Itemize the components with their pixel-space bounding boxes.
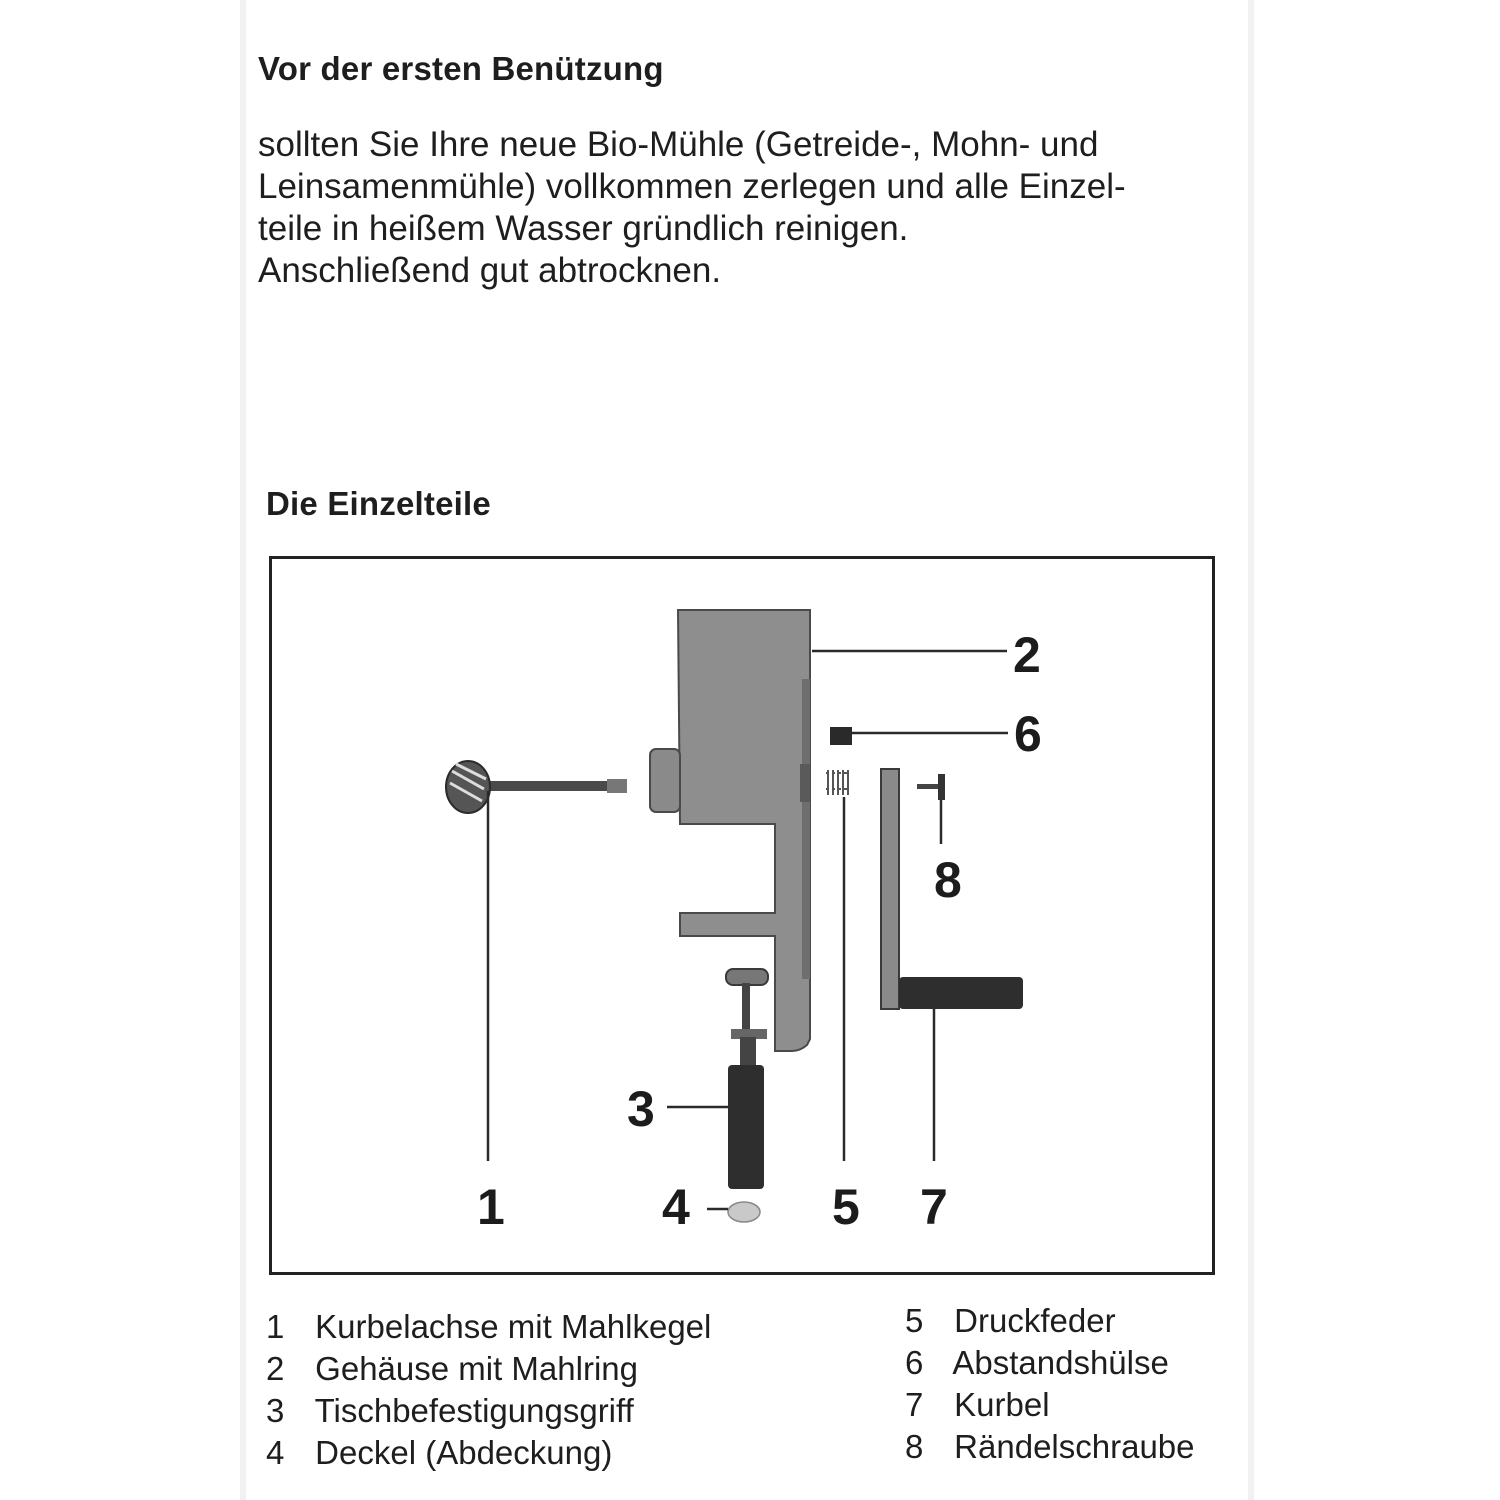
callout-5: 5 (832, 1179, 860, 1235)
legend-item (266, 1306, 711, 1348)
legend-number: 2 (266, 1350, 285, 1387)
legend-label: Druckfeder (954, 1302, 1116, 1339)
parts-legend-left (266, 1306, 711, 1474)
legend-number: 6 (905, 1344, 924, 1381)
paragraph-line: sollten Sie Ihre neue Bio-Mühle (Getreide-, Mohn- und (258, 125, 1099, 164)
callout-3: 3 (627, 1081, 655, 1137)
callout-1: 1 (477, 1179, 505, 1235)
pressure-spring (826, 770, 850, 795)
legend-label: Kurbel (954, 1386, 1050, 1423)
callout-2: 2 (1013, 627, 1041, 683)
legend-item (905, 1426, 1195, 1468)
cover-cap (728, 1202, 760, 1222)
legend-item (266, 1432, 711, 1474)
legend-label: Rändelschraube (954, 1428, 1195, 1465)
legend-item (905, 1342, 1195, 1384)
heading-before-first-use: Vor der ersten Benützung (258, 50, 664, 87)
legend-number: 5 (905, 1302, 924, 1339)
legend-item (905, 1300, 1195, 1342)
legend-label: Tischbefestigungsgriff (314, 1392, 634, 1429)
table-clamp-handle (726, 969, 768, 1189)
legend-number: 8 (905, 1428, 924, 1465)
crank-axle-with-grinding-cone (446, 761, 627, 813)
heading-parts: Die Einzelteile (266, 485, 491, 522)
legend-number: 3 (266, 1392, 285, 1429)
spacer-sleeve (830, 727, 852, 745)
legend-number: 4 (266, 1434, 285, 1471)
legend-label: Kurbelachse mit Mahlkegel (315, 1308, 712, 1345)
paragraph-line: Leinsamenmühle) vollkommen zerlegen und alle Einzel- (258, 167, 1126, 206)
paragraph-line: teile in heißem Wasser gründlich reinigen. (258, 209, 909, 248)
legend-label: Abstandshülse (952, 1344, 1169, 1381)
parts-legend-right (905, 1300, 1195, 1468)
intro-paragraph (258, 124, 1248, 292)
paragraph-line: Anschließend gut abtrocknen. (258, 251, 722, 290)
legend-item (905, 1384, 1195, 1426)
knurled-screw (917, 774, 945, 800)
page-edge-left (240, 0, 246, 1500)
legend-label: Deckel (Abdeckung) (315, 1434, 613, 1471)
callout-7: 7 (920, 1179, 948, 1235)
legend-number: 1 (266, 1308, 285, 1345)
callout-8: 8 (934, 852, 962, 908)
parts-diagram (269, 556, 1215, 1275)
page-edge-right (1248, 0, 1254, 1500)
legend-item (266, 1390, 711, 1432)
legend-label: Gehäuse mit Mahlring (315, 1350, 638, 1387)
callout-6: 6 (1014, 706, 1042, 762)
callout-4: 4 (662, 1179, 690, 1235)
legend-number: 7 (905, 1386, 924, 1423)
legend-item (266, 1348, 711, 1390)
